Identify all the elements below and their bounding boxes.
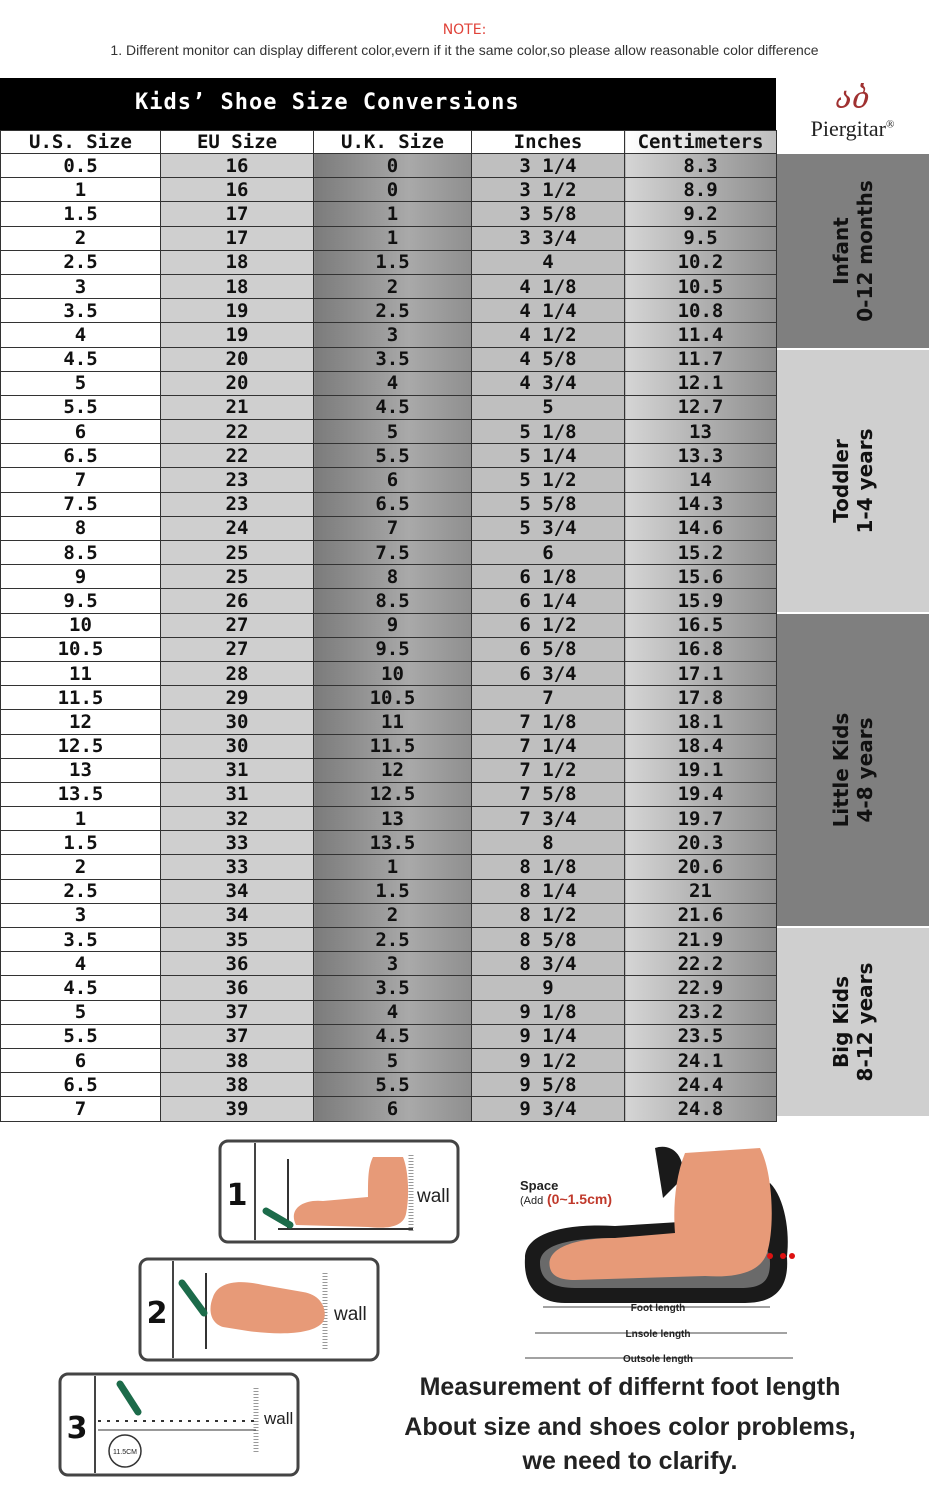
table-cell: 8.5 [314,589,472,613]
table-row [1,686,777,710]
table-cell: 4 1/2 [472,323,625,347]
table-cell: 10.5 [1,637,161,661]
table-cell: 0.5 [1,154,161,178]
table-row [1,444,777,468]
age-group-band [777,348,929,612]
table-cell: 6 [1,420,161,444]
table-cell: 15.2 [625,541,777,565]
table-cell: 7 [1,468,161,492]
table-cell: 9.5 [625,226,777,250]
table-row [1,154,777,178]
table-row [1,516,777,540]
table-cell: 0 [314,178,472,202]
table-cell: 5.5 [1,395,161,419]
table-cell: 14.6 [625,516,777,540]
table-cell: 7 5/8 [472,782,625,806]
table-cell: 6.5 [1,1073,161,1097]
column-header: U.S. Size [1,131,161,154]
age-group-label: Big Kids 8-12 years [829,962,877,1082]
table-cell: 4 [1,952,161,976]
color-note-caption-2: we need to clarify. [522,1447,738,1475]
table-row [1,976,777,1000]
table-cell: 8 [472,831,625,855]
table-cell: 5 [314,1048,472,1072]
step3-wall-label: wall [264,1409,294,1428]
table-cell: 2.5 [314,299,472,323]
table-cell: 19.7 [625,807,777,831]
table-cell: 3.5 [314,976,472,1000]
table-row [1,492,777,516]
table-row [1,226,777,250]
table-row [1,807,777,831]
table-cell: 19 [161,323,314,347]
ruler-mark-label: 11.5CM [113,1449,137,1456]
table-cell: 21.6 [625,903,777,927]
table-cell: 20 [161,371,314,395]
table-row [1,541,777,565]
table-cell: 6 [1,1048,161,1072]
table-cell: 2 [314,274,472,298]
table-cell: 1 [314,202,472,226]
step1-wall-label: wall [417,1186,450,1207]
table-cell: 3.5 [1,299,161,323]
table-cell: 1.5 [1,202,161,226]
table-cell: 3 [1,903,161,927]
table-cell: 3 1/2 [472,178,625,202]
table-cell: 7.5 [314,541,472,565]
table-cell: 37 [161,1024,314,1048]
table-cell: 4.5 [1,976,161,1000]
age-group-band [777,612,929,926]
table-row [1,1024,777,1048]
table-row [1,952,777,976]
table-cell: 33 [161,831,314,855]
column-header: Centimeters [625,131,777,154]
table-cell: 24.4 [625,1073,777,1097]
table-cell: 32 [161,807,314,831]
table-cell: 22.9 [625,976,777,1000]
table-cell: 2 [1,855,161,879]
table-cell: 26 [161,589,314,613]
age-group-label: Little Kids 4-8 years [829,712,877,828]
table-cell: 4 1/8 [472,274,625,298]
table-cell: 31 [161,782,314,806]
table-cell: 3 5/8 [472,202,625,226]
table-cell: 9 [314,613,472,637]
table-row [1,758,777,782]
table-row [1,468,777,492]
table-cell: 27 [161,637,314,661]
table-row [1,565,777,589]
table-row [1,299,777,323]
table-row [1,395,777,419]
table-cell: 7 1/2 [472,758,625,782]
brand-name: Piergitar® [810,116,895,141]
table-cell: 9 5/8 [472,1073,625,1097]
table-cell: 10 [314,661,472,685]
column-header: EU Size [161,131,314,154]
outsole-length-label: Outsole length [623,1354,693,1365]
table-cell: 12.1 [625,371,777,395]
table-cell: 9 3/4 [472,1097,625,1121]
table-cell: 3 1/4 [472,154,625,178]
table-cell: 5 5/8 [472,492,625,516]
table-cell: 13.3 [625,444,777,468]
table-cell: 6.5 [314,492,472,516]
space-label: Space [520,1178,559,1193]
table-row [1,637,777,661]
table-cell: 33 [161,855,314,879]
table-row [1,831,777,855]
table-cell: 5.5 [314,444,472,468]
table-cell: 27 [161,613,314,637]
table-cell: 14.3 [625,492,777,516]
step3-number: 3 [66,1411,88,1446]
heel-marker [767,1253,773,1259]
table-row [1,420,777,444]
table-cell: 5 [1,371,161,395]
table-cell: 4.5 [314,395,472,419]
table-cell: 29 [161,686,314,710]
table-cell: 10.8 [625,299,777,323]
table-cell: 3.5 [1,928,161,952]
step2-number: 2 [146,1296,168,1331]
table-cell: 7 1/4 [472,734,625,758]
table-cell: 4 1/4 [472,299,625,323]
step3-diagram [58,1372,300,1478]
table-row [1,1048,777,1072]
table-cell: 12 [1,710,161,734]
table-cell: 21 [161,395,314,419]
table-cell: 5 3/4 [472,516,625,540]
space-add-label: (Add [520,1195,544,1207]
table-cell: 20.3 [625,831,777,855]
table-cell: 5 [472,395,625,419]
table-cell: 8 [314,565,472,589]
table-cell: 8 1/4 [472,879,625,903]
table-cell: 17.8 [625,686,777,710]
table-cell: 13 [1,758,161,782]
table-cell: 5 1/2 [472,468,625,492]
table-row [1,589,777,613]
step2-wall-label: wall [334,1304,367,1325]
table-cell: 36 [161,976,314,1000]
table-cell: 15.9 [625,589,777,613]
table-cell: 14 [625,468,777,492]
table-row [1,613,777,637]
table-cell: 9 1/8 [472,1000,625,1024]
table-cell: 11 [1,661,161,685]
brand-mark-icon: აბ [835,81,870,116]
table-cell: 11.7 [625,347,777,371]
table-cell: 30 [161,734,314,758]
brand-logo [776,78,929,152]
table-cell: 11.5 [314,734,472,758]
table-cell: 3.5 [314,347,472,371]
table-cell: 5.5 [314,1073,472,1097]
table-cell: 8.5 [1,541,161,565]
table-cell: 12.5 [1,734,161,758]
table-cell: 17.1 [625,661,777,685]
table-cell: 17 [161,202,314,226]
table-cell: 1 [314,855,472,879]
table-cell: 3 [1,274,161,298]
age-group-band [777,926,929,1116]
table-cell: 5 [1,1000,161,1024]
table-cell: 35 [161,928,314,952]
table-cell: 30 [161,710,314,734]
table-row [1,250,777,274]
age-group-label: Infant 0-12 months [829,180,877,322]
table-cell: 4 5/8 [472,347,625,371]
table-cell: 24.1 [625,1048,777,1072]
table-cell: 10.5 [314,686,472,710]
table-cell: 5 1/8 [472,420,625,444]
table-cell: 13 [625,420,777,444]
table-cell: 6 [314,468,472,492]
table-cell: 28 [161,661,314,685]
heel-marker [780,1253,786,1259]
table-cell: 22 [161,444,314,468]
table-cell: 18.4 [625,734,777,758]
table-cell: 12.7 [625,395,777,419]
table-cell: 10.2 [625,250,777,274]
table-cell: 10 [1,613,161,637]
size-conversion-table [0,130,777,1122]
table-cell: 9.5 [314,637,472,661]
table-row [1,1073,777,1097]
insole-length-label: Lnsole length [625,1329,691,1340]
table-cell: 8.3 [625,154,777,178]
table-cell: 8 1/2 [472,903,625,927]
table-row [1,274,777,298]
table-cell: 7 [314,516,472,540]
table-cell: 10.5 [625,274,777,298]
table-row [1,202,777,226]
table-cell: 16.8 [625,637,777,661]
age-group-band [777,152,929,348]
table-cell: 38 [161,1048,314,1072]
table-row [1,879,777,903]
table-cell: 4 3/4 [472,371,625,395]
table-cell: 23 [161,492,314,516]
column-header: Inches [472,131,625,154]
table-cell: 4.5 [314,1024,472,1048]
table-cell: 39 [161,1097,314,1121]
table-cell: 38 [161,1073,314,1097]
table-cell: 34 [161,903,314,927]
table-cell: 8 [1,516,161,540]
table-cell: 5 [314,420,472,444]
table-cell: 6 1/8 [472,565,625,589]
table-cell: 9 [1,565,161,589]
table-cell: 9 [472,976,625,1000]
table-row [1,1097,777,1121]
table-cell: 1 [1,807,161,831]
table-cell: 2 [314,903,472,927]
table-cell: 4 [314,371,472,395]
table-cell: 5 1/4 [472,444,625,468]
table-cell: 16.5 [625,613,777,637]
table-cell: 20 [161,347,314,371]
table-row [1,178,777,202]
table-cell: 37 [161,1000,314,1024]
table-cell: 9.2 [625,202,777,226]
table-cell: 7 [472,686,625,710]
table-cell: 7 3/4 [472,807,625,831]
table-cell: 20.6 [625,855,777,879]
table-cell: 1.5 [314,250,472,274]
table-cell: 2 [1,226,161,250]
table-cell: 0 [314,154,472,178]
table-cell: 6 3/4 [472,661,625,685]
table-cell: 18.1 [625,710,777,734]
chart-title: Kids’ Shoe Size Conversions [0,78,776,130]
color-note-caption: About size and shoes color problems, [404,1413,856,1441]
table-row [1,710,777,734]
table-row [1,347,777,371]
column-header: U.K. Size [314,131,472,154]
table-row [1,782,777,806]
table-row [1,371,777,395]
table-cell: 7 [1,1097,161,1121]
table-cell: 19 [161,299,314,323]
table-row [1,661,777,685]
table-cell: 22 [161,420,314,444]
table-cell: 4.5 [1,347,161,371]
table-row [1,734,777,758]
table-cell: 1.5 [1,831,161,855]
table-cell: 12 [314,758,472,782]
table-cell: 23.2 [625,1000,777,1024]
table-header-row [1,131,777,154]
table-cell: 23.5 [625,1024,777,1048]
table-row [1,928,777,952]
table-row [1,323,777,347]
table-cell: 17 [161,226,314,250]
table-cell: 21 [625,879,777,903]
heel-marker [789,1253,795,1259]
step2-diagram [138,1257,380,1363]
table-cell: 11.5 [1,686,161,710]
table-cell: 9 1/4 [472,1024,625,1048]
table-cell: 1 [314,226,472,250]
table-cell: 36 [161,952,314,976]
table-row [1,903,777,927]
table-cell: 13.5 [314,831,472,855]
table-cell: 19.1 [625,758,777,782]
table-cell: 22.2 [625,952,777,976]
shoe-fit-diagram [505,1138,805,1368]
note-text: 1. Different monitor can display different color,evern if it the same color,so please allow reasonable color difference [110,42,819,58]
table-cell: 13.5 [1,782,161,806]
table-cell: 6 [472,541,625,565]
table-row [1,855,777,879]
table-cell: 5.5 [1,1024,161,1048]
table-cell: 25 [161,541,314,565]
note-title: NOTE: [442,22,487,38]
table-cell: 25 [161,565,314,589]
table-cell: 16 [161,178,314,202]
table-cell: 1.5 [314,879,472,903]
table-cell: 7 1/8 [472,710,625,734]
space-range-label: (0~1.5cm) [547,1191,612,1207]
table-cell: 2.5 [1,879,161,903]
measurement-caption: Measurement of differnt foot length [419,1373,841,1401]
table-cell: 11.4 [625,323,777,347]
table-cell: 16 [161,154,314,178]
table-cell: 9 1/2 [472,1048,625,1072]
table-cell: 15.6 [625,565,777,589]
table-cell: 3 [314,323,472,347]
table-cell: 2.5 [1,250,161,274]
step1-number: 1 [226,1178,248,1213]
table-cell: 3 3/4 [472,226,625,250]
table-cell: 11 [314,710,472,734]
table-cell: 6 1/2 [472,613,625,637]
table-cell: 8.9 [625,178,777,202]
table-cell: 6 5/8 [472,637,625,661]
table-cell: 3 [314,952,472,976]
step1-diagram [218,1139,460,1245]
table-cell: 19.4 [625,782,777,806]
table-cell: 21.9 [625,928,777,952]
foot-length-label: Foot length [630,1303,686,1314]
table-cell: 1 [1,178,161,202]
age-group-label: Toddler 1-4 years [829,428,877,534]
table-cell: 4 [1,323,161,347]
table-cell: 6 1/4 [472,589,625,613]
table-row [1,1000,777,1024]
table-cell: 8 1/8 [472,855,625,879]
table-cell: 18 [161,274,314,298]
table-cell: 18 [161,250,314,274]
table-cell: 9.5 [1,589,161,613]
table-cell: 2.5 [314,928,472,952]
table-cell: 4 [472,250,625,274]
table-cell: 23 [161,468,314,492]
table-cell: 34 [161,879,314,903]
table-cell: 4 [314,1000,472,1024]
table-cell: 24 [161,516,314,540]
table-cell: 13 [314,807,472,831]
table-cell: 24.8 [625,1097,777,1121]
table-cell: 6.5 [1,444,161,468]
table-cell: 8 5/8 [472,928,625,952]
table-cell: 12.5 [314,782,472,806]
table-cell: 31 [161,758,314,782]
table-cell: 8 3/4 [472,952,625,976]
table-cell: 7.5 [1,492,161,516]
table-cell: 6 [314,1097,472,1121]
